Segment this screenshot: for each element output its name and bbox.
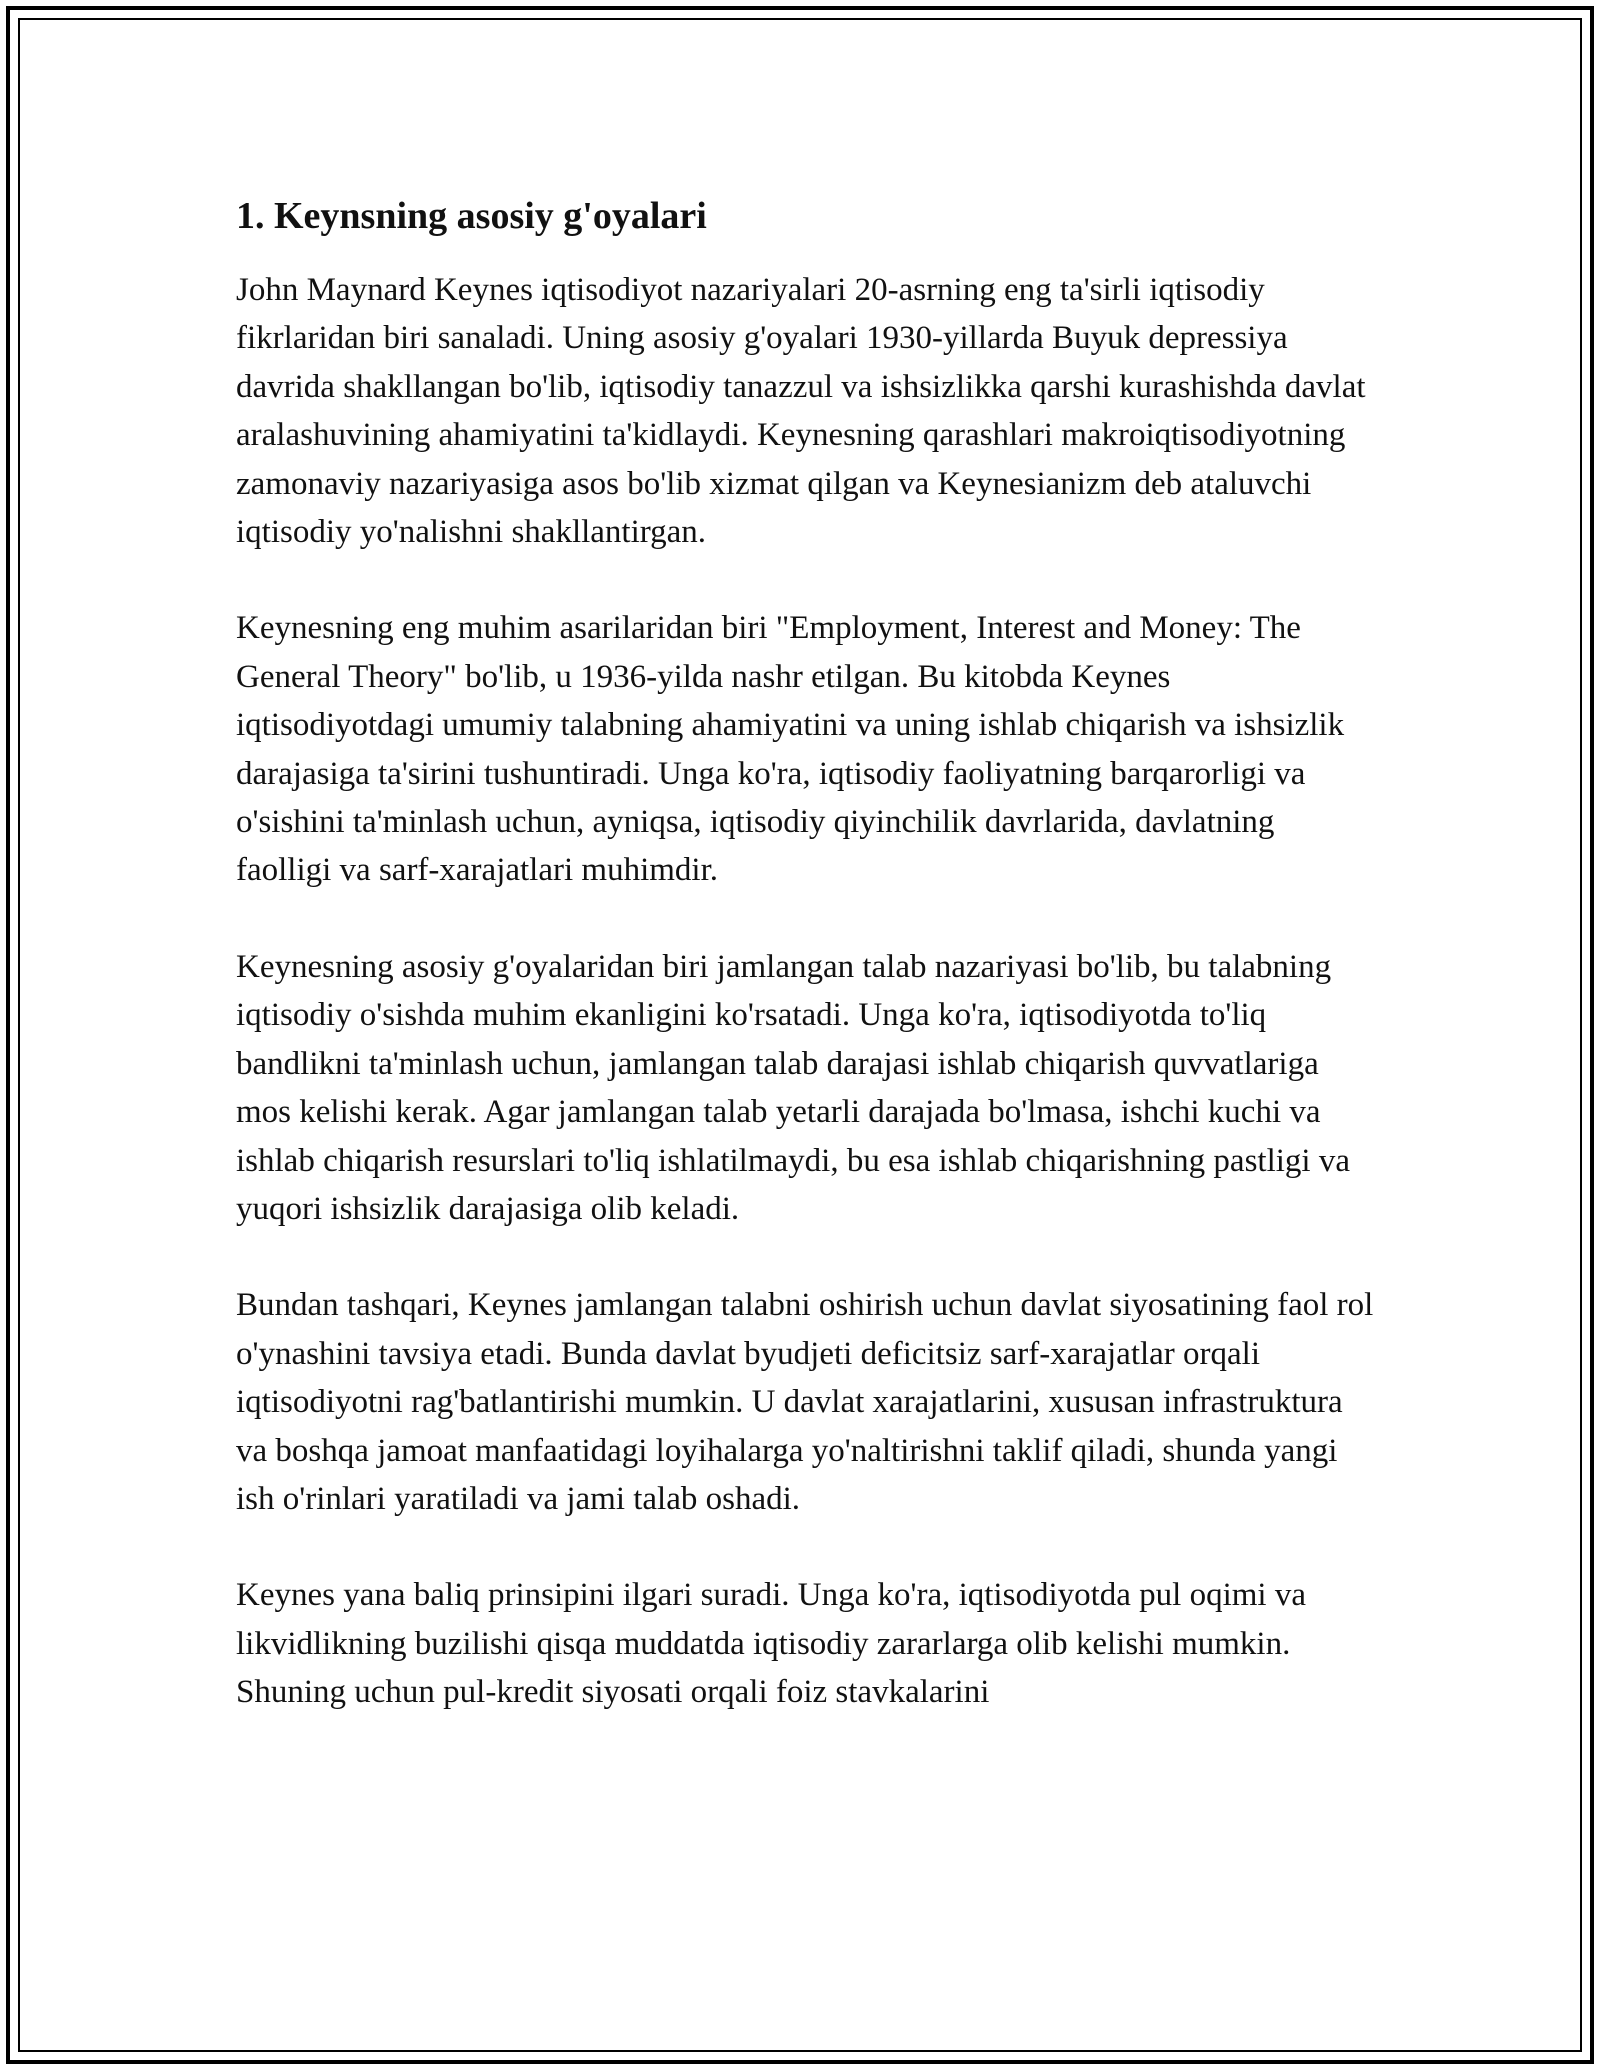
document-body — [236, 188, 1376, 1765]
paragraph-5: Keynes yana baliq prinsipini ilgari suradi. Unga ko'ra, iqtisodiyotda pul oqimi va likvidlikning buzilishi qisqa muddatda iqtisodiy zararlarga olib kelishi mumkin. Shuning uchun pul-kredit siyosati orqali foiz stavkalarini — [236, 1577, 1307, 1711]
paragraph-2: Keynesning eng muhim asarilaridan biri "Employment, Interest and Money: The General Theory" bo'lib, u 1936-yilda nashr etilgan. Bu kitobda Keynes iqtisodiyotdagi umumiy talabning ahamiyatini va uning ishlab chiqarish va ishsizlik darajasiga ta'sirini tushuntiradi. Unga ko'ra, iqtisodiy faoliyatning barqarorligi va o'sishini ta'minlash uchun, ayniqsa, iqtisodiy qiyinchilik davrlarida, davlatning faolligi va sarf-xarajatlari muhimdir. — [236, 610, 1345, 889]
paragraph-1: John Maynard Keynes iqtisodiyot nazariyalari 20-asrning eng ta'sirli iqtisodiy fikrlaridan biri sanaladi. Uning asosiy g'oyalari 1930-yillarda Buyuk depressiya davrida shakllangan bo'lib, iqtisodiy tanazzul va ishsizlikka qarshi kurashishda davlat aralashuvining ahamiyatini ta'kidlaydi. Keynesning qarashlari makroiqtisodiyotning zamonaviy nazariyasiga asos bo'lib xizmat qilgan va Keynesianizm deb ataluvchi iqtisodiy yo'nalishni shakllantirgan. — [236, 272, 1366, 551]
paragraph-3: Keynesning asosiy g'oyalaridan biri jamlangan talab nazariyasi bo'lib, bu talabning iqtisodiy o'sishda muhim ekanligini ko'rsatadi. Unga ko'ra, iqtisodiyotda to'liq bandlikni ta'minlash uchun, jamlangan talab darajasi ishlab chiqarish quvvatlariga mos kelishi kerak. Agar jamlangan talab yetarli darajada bo'lmasa, ishchi kuchi va ishlab chiqarish resurslari to'liq ishlatilmaydi, bu esa ishlab chiqarishning pastligi va yuqori ishsizlik darajasiga olib keladi. — [236, 948, 1350, 1227]
section-title: 1. Keynsning asosiy g'oyalari — [236, 195, 707, 237]
paragraph-4: Bundan tashqari, Keynes jamlangan talabni oshirish uchun davlat siyosatining faol rol o'ynashini tavsiya etadi. Bunda davlat byudjeti deficitsiz sarf-xarajatlar orqali iqtisodiyotni rag'batlantirishi mumkin. U davlat xarajatlarini, xususan infrastruktura va boshqa jamoat manfaatidagi loyihalarga yo'naltirishni taklif qiladi, shunda yangi ish o'rinlari yaratiladi va jami talab oshadi. — [236, 1287, 1374, 1517]
